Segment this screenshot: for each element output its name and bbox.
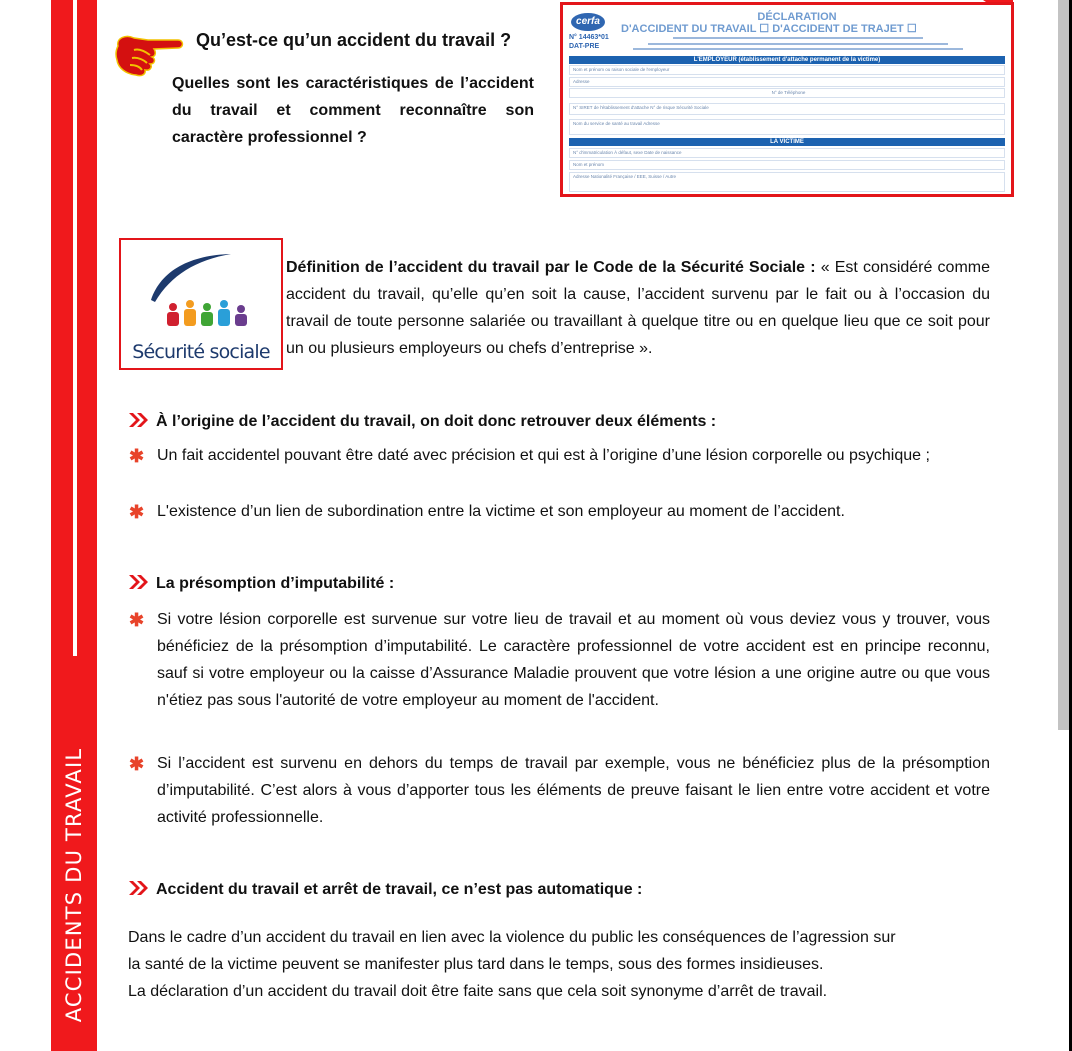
asterisk-bullet-icon: ✱	[129, 754, 145, 774]
asterisk-bullet-icon: ✱	[129, 502, 145, 522]
section-heading-arret	[128, 880, 642, 899]
cerfa-number-text: N° 14463*01	[569, 34, 609, 41]
list-item-text: Si votre lésion corporelle est survenue sur votre lieu de travail et au moment où vous deviez vous y trouver, vous bénéficiez de la présomption d’imputabilité. Le caractère professionnel de votre accident est en principe reconnu, sauf si votre employeur ou la caisse d’Assurance Maladie prouvent que votre lésion a une origine autre ou que vous n'étiez pas sous l'autorité de votre employeur au moment de l'accident.	[157, 611, 990, 709]
cerfa-row: Adresse	[569, 77, 1005, 87]
cerfa-employer-band: L'EMPLOYEUR (établissement d'attache permanent de la victime)	[569, 56, 1005, 64]
paragraph-line: la santé de la victime peuvent se manifester plus tard dans le temps, sous des formes insidieuses.	[128, 956, 824, 973]
list-item	[129, 606, 990, 714]
definition-lead: Définition de l’accident du travail par le Code de la Sécurité Sociale :	[286, 259, 816, 276]
paragraph-line: Dans le cadre d’un accident du travail en lien avec la violence du public les conséquences de l’agression sur	[128, 929, 896, 946]
paragraph-line: La déclaration d’un accident du travail doit être faite sans que cela soit synonyme d’arrêt de travail.	[128, 983, 828, 1000]
cerfa-fineprint	[633, 48, 963, 50]
list-item	[129, 498, 990, 525]
section-heading-origine	[128, 412, 716, 431]
cerfa-row: N° SIRET de l'établissement d'attache N° de risque Sécurité Sociale	[569, 103, 1005, 115]
cerfa-row: N° de Téléphone	[569, 88, 1005, 98]
asterisk-bullet-icon: ✱	[129, 610, 145, 630]
cerfa-fineprint	[648, 43, 948, 45]
list-item	[129, 750, 990, 831]
cerfa-row: Nom et prénom	[569, 160, 1005, 170]
sidebar-divider-line	[73, 0, 77, 656]
securite-sociale-text: Sécurité sociale	[132, 341, 270, 363]
definition-paragraph	[286, 254, 990, 362]
cerfa-number	[569, 33, 609, 51]
sidebar-band	[51, 0, 97, 1051]
list-item-text: Un fait accidentel pouvant être daté avec précision et qui est à l’origine d’une lésion corporelle ou psychique ;	[157, 447, 930, 464]
double-chevron-right-icon	[128, 412, 150, 428]
closing-paragraph	[128, 924, 988, 1005]
securite-sociale-logo	[119, 238, 283, 370]
list-item-text: L'existence d’un lien de subordination entre la victime et son employeur au moment de l’accident.	[157, 503, 845, 520]
cerfa-row: Nom et prénom ou raison sociale de l'employeur	[569, 65, 1005, 75]
cerfa-code-text: DAT-PRE	[569, 43, 600, 50]
definition-body: « Est considéré comme accident du travail, qu’elle qu’en soit la cause, l’accident survenu par le fait ou à l’occasion du travail de toute personne salariée ou travaillant à quelque titre ou en quelque lieu que ce soit pour un ou plusieurs employeurs ou chefs d’entreprise ».	[286, 259, 991, 357]
sidebar-title: ACCIDENTS DU TRAVAIL	[62, 747, 86, 1023]
cerfa-logo: cerfa	[571, 13, 605, 31]
section-heading-text: Accident du travail et arrêt de travail, ce n’est pas automatique :	[156, 881, 643, 898]
cerfa-fineprint	[673, 37, 923, 39]
cerfa-declaration-form-image	[560, 2, 1014, 197]
cerfa-row: N° d'immatriculation À défaut, sexe Date de naissance	[569, 148, 1005, 158]
question-subtitle: Quelles sont les caractéristiques de l’accident du travail et comment reconnaître son caractère professionnel ?	[172, 75, 534, 146]
securite-sociale-emblem-icon	[121, 240, 281, 340]
asterisk-bullet-icon: ✱	[129, 446, 145, 466]
question-title: Qu’est-ce qu’un accident du travail ?	[196, 30, 512, 50]
cerfa-title-line2: D'ACCIDENT DU TRAVAIL ☐ D'ACCIDENT DE TRAJET ☐	[621, 23, 917, 35]
list-item-text: Si l’accident est survenu en dehors du temps de travail par exemple, vous ne bénéficiez plus de la présomption d’imputabilité. C’est alors à vous d’apporter tous les éléments de preuve faisant le lien entre votre accident et votre activité professionnelle.	[157, 755, 990, 826]
cerfa-row: Adresse Nationalité Française / EEE, Suisse / Autre	[569, 172, 1005, 192]
double-chevron-right-icon	[128, 880, 150, 896]
cerfa-title-line1: DÉCLARATION	[757, 11, 837, 23]
cerfa-victim-band: LA VICTIME	[569, 138, 1005, 146]
section-heading-text: La présomption d’imputabilité :	[156, 575, 395, 592]
section-heading-text: À l’origine de l’accident du travail, on doit donc retrouver deux éléments :	[156, 413, 717, 430]
cerfa-row: Nom du service de santé au travail Adresse	[569, 119, 1005, 135]
section-heading-presomption	[128, 574, 394, 593]
list-item	[129, 442, 990, 469]
double-chevron-right-icon	[128, 574, 150, 590]
